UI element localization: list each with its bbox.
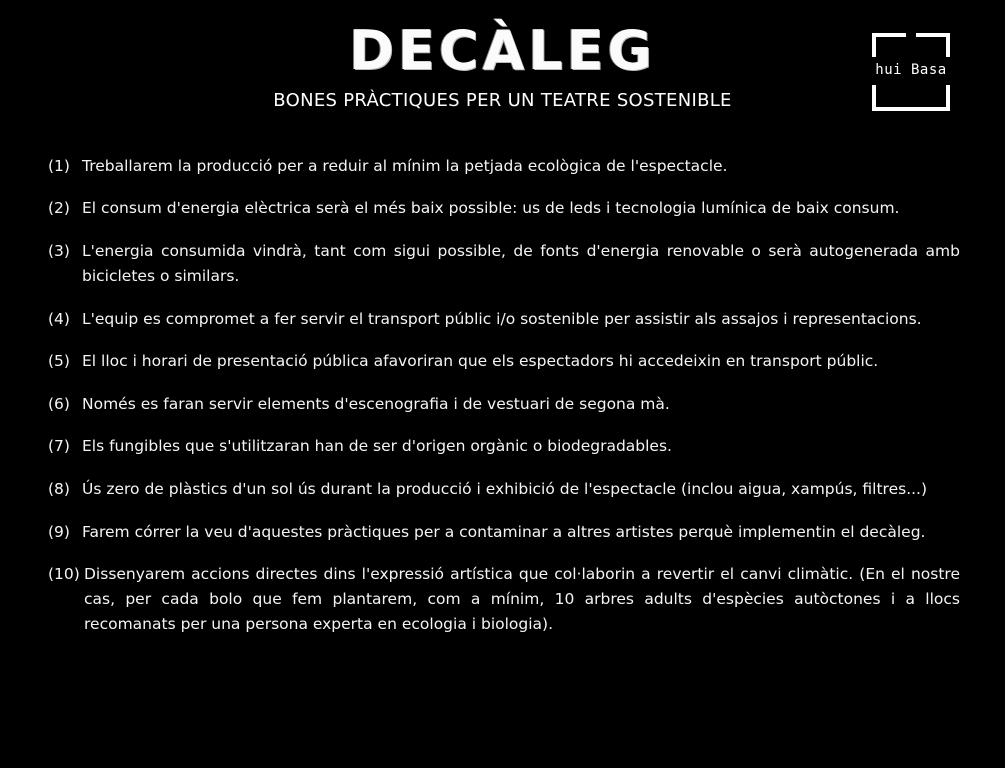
item-number: (5)	[48, 352, 70, 370]
item-number: (6)	[48, 395, 70, 413]
list-item-8	[48, 477, 960, 502]
item-number: (8)	[48, 480, 70, 498]
list-item-1	[48, 154, 960, 179]
header	[0, 19, 1005, 111]
item-text: L'energia consumida vindrà, tant com sigui possible, de fonts d'energia renovable o serà autogenerada amb bicicletes o similars.	[82, 242, 960, 285]
page-subtitle: BONES PRÀCTIQUES PER UN TEATRE SOSTENIBLE	[273, 90, 732, 111]
item-text: Treballarem la producció per a reduir al mínim la petjada ecològica de l'espectacle.	[82, 157, 728, 175]
list-item-2	[48, 196, 960, 221]
logo-frame-segment	[872, 33, 876, 57]
logo-frame-segment	[872, 33, 906, 37]
item-number: (4)	[48, 310, 70, 328]
item-text: Ús zero de plàstics d'un sol ús durant la producció i exhibició de l'espectacle (inclou aigua, xampús, filtres...)	[82, 480, 928, 498]
logo-text: hui Basa	[875, 62, 947, 78]
item-text: Només es faran servir elements d'escenografia i de vestuari de segona mà.	[82, 395, 670, 413]
decalogue-list	[48, 154, 960, 637]
item-text: Farem córrer la veu d'aquestes pràctiques per a contaminar a altres artistes perquè implementin el decàleg.	[82, 523, 926, 541]
list-item-6	[48, 392, 960, 417]
item-text: L'equip es compromet a fer servir el transport públic i/o sostenible per assistir als assajos i representacions.	[82, 310, 922, 328]
list-item-10	[48, 562, 960, 637]
item-number: (10)	[48, 565, 80, 583]
list-item-7	[48, 434, 960, 459]
list-item-3	[48, 239, 960, 289]
item-text: Dissenyarem accions directes dins l'expressió artística que col·laborin a revertir el canvi climàtic. (En el nostre cas, per cada bolo que fem plantarem, com a mínim, 10 arbres adults d'espècies autòctones i a llocs recomanats per una persona experta en ecologia i biologia).	[84, 565, 960, 633]
hui-basa-logo	[868, 33, 954, 111]
item-number: (9)	[48, 523, 70, 541]
list-item-4	[48, 307, 960, 332]
logo-frame-segment	[916, 33, 950, 37]
item-text: El lloc i horari de presentació pública afavoriran que els espectadors hi accedeixin en transport públic.	[82, 352, 879, 370]
item-number: (3)	[48, 242, 70, 260]
list-item-5	[48, 349, 960, 374]
logo-frame-segment	[872, 107, 950, 111]
page-title: DECÀLEG	[349, 19, 656, 82]
item-number: (2)	[48, 199, 70, 217]
logo-frame-segment	[946, 33, 950, 57]
item-number: (1)	[48, 157, 70, 175]
item-text: El consum d'energia elèctrica serà el més baix possible: us de leds i tecnologia lumínica de baix consum.	[82, 199, 900, 217]
item-number: (7)	[48, 437, 70, 455]
list-item-9	[48, 520, 960, 545]
item-text: Els fungibles que s'utilitzaran han de ser d'origen orgànic o biodegradables.	[82, 437, 672, 455]
